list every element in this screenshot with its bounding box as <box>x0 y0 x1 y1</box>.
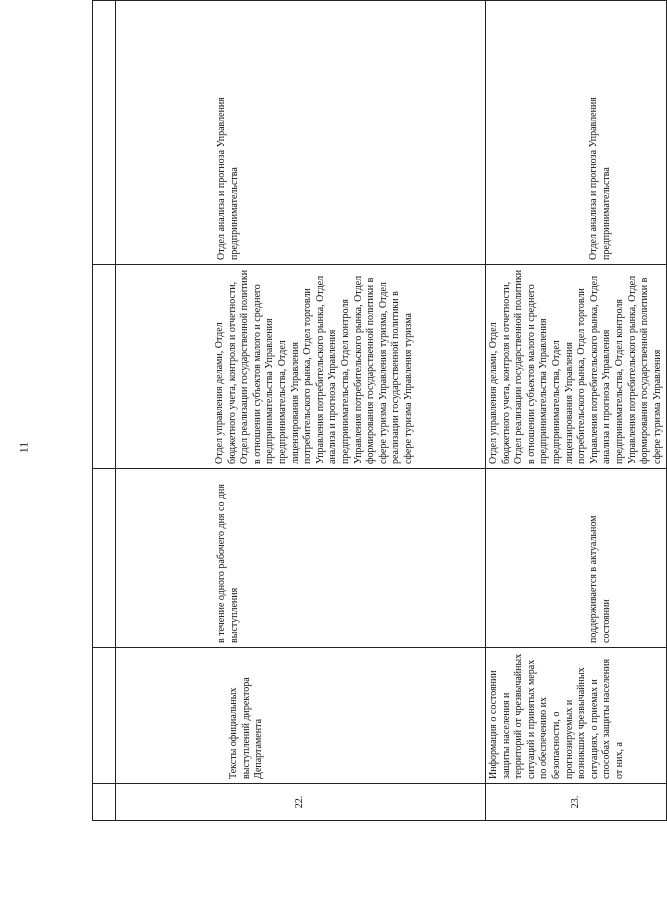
table-frame <box>92 46 663 821</box>
table-top-row <box>93 1 116 821</box>
document-table <box>92 0 667 821</box>
item-term: поддерживается в актуальном состоянии <box>486 469 667 648</box>
empty-cell <box>93 265 116 469</box>
empty-cell <box>93 648 116 784</box>
item-units: Отдел управления делами, Отдел бюджетного учета, контроля и отчетности, Отдел реализации государственной политики в отношении субъектов малого и среднего предпринимательства Управления предпринимательства, Отдел лицензирования Управления потребительского рынка, Отдел торговли Управления потребительского рынка, Отдел анализа и прогноза Управления предпринимательства, Отдел контроля Управления потребительского рынка, Отдел формирования государственной политики в сфере туризма Управления туризма, Отдел реализации государственной политики в сфере туризма Управления туризма <box>116 265 486 469</box>
row-number: 23. <box>486 784 667 821</box>
empty-cell <box>93 1 116 265</box>
table-row <box>486 1 667 821</box>
item-units: Отдел управления делами, Отдел бюджетного учета, контроля и отчетности, Отдел реализации государственной политики в отношении субъектов малого и среднего предпринимательства Управления предпринимательства, Отдел лицензирования Управления потребительского рынка, Отдел торговли Управления потребительского рынка, Отдел анализа и прогноза Управления предпринимательства, Отдел контроля Управления потребительского рынка, Отдел формирования государственной политики в сфере туризма Управления <box>486 265 667 469</box>
table-row <box>116 1 486 821</box>
page-number: 11 <box>16 441 31 454</box>
item-term: в течение одного рабочего дня со дня выступления <box>116 469 486 648</box>
item-responsible: Отдел анализа и прогноза Управления предпринимательства <box>116 1 486 265</box>
rotated-table-wrapper <box>92 46 663 821</box>
empty-cell <box>93 469 116 648</box>
row-number: 22. <box>116 784 486 821</box>
item-name: Тексты официальных выступлений директора Департамента <box>116 648 486 784</box>
item-responsible: Отдел анализа и прогноза Управления предпринимательства <box>486 1 667 265</box>
item-name: Информация о состоянии защиты населения и территорий от чрезвычайных ситуаций и принятых мерах по обеспечению их безопасности, о прогнозируемых и возникших чрезвычайных ситуациях, о приемах и способах защиты населения от них, а <box>486 648 667 784</box>
empty-cell <box>93 784 116 821</box>
